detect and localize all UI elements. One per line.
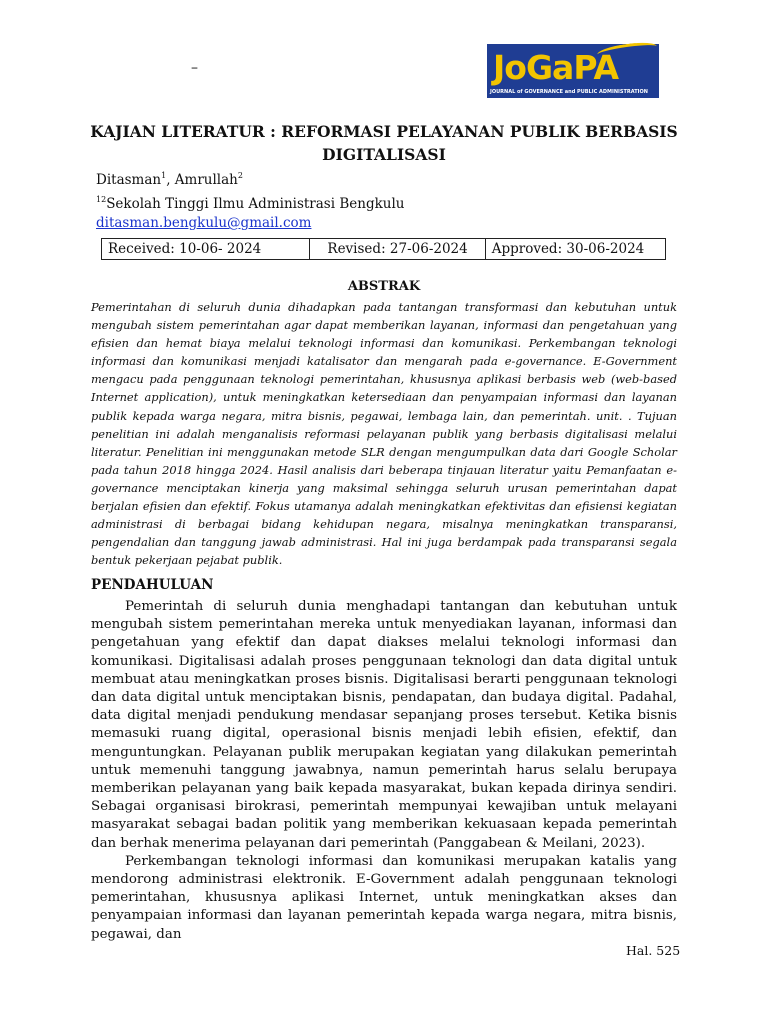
logo-subtitle: JOURNAL of GOVERNANCE and PUBLIC ADMINISTRATION [490,89,648,95]
page-number: Hal. 525 [626,943,681,958]
article-title [60,120,708,166]
received-date: Received: 10-06- 2024 [102,239,310,260]
section-heading: PENDAHULUAN [91,577,214,593]
submission-dates-table [101,238,666,260]
body-text [91,598,677,944]
author-affiliation: $^{12}$Sekolah Tinggi Ilmu Administrasi Bengkulu [96,195,405,212]
title-line-2: DIGITALISASI [322,145,446,164]
header-dash: – [191,60,198,76]
paragraph-1: Pemerintah di seluruh dunia menghadapi tantangan dan kebutuhan untuk mengubah sistem pemerintahan mereka untuk menyediakan layanan, informasi dan pengetahuan yang efektif dan dapat diakses melalui teknologi informasi dan komunikasi. Digitalisasi adalah proses penggunaan teknologi dan data digital untuk membuat atau meningkatkan proses bisnis. Digitalisasi berarti penggunaan teknologi dan data digital untuk menciptakan bisnis, pendapatan, dan budaya digital. Padahal, data digital menjadi pendukung mendasar sepanjang proses tersebut. Ketika bisnis memasuki ruang digital, operasional bisnis menjadi lebih efisien, efektif, dan menguntungkan. Pelayanan publik merupakan kegiatan yang dilakukan pemerintah untuk memenuhi tanggung jawabnya, namun pemerintah harus selalu berupaya memberikan pelayanan yang baik kepada masyarakat, bukan kepada dirinya sendiri. Sebagai organisasi birokrasi, pemerintah mempunyai kewajiban untuk melayani masyarakat sebagai badan politik yang memberikan kekuasaan kepada pemerintah dan berhak menerima pelayanan dari pemerintah (Panggabean & Meilani, 2023). [91,599,677,851]
paragraph-2: Perkembangan teknologi informasi dan komunikasi merupakan katalis yang mendorong administrasi elektronik. E-Government adalah penggunaan teknologi pemerintahan, khususnya aplikasi Internet, untuk meningkatkan akses dan penyampaian informasi dan layanan pemerintah kepada warga negara, mitra bisnis, pegawai, dan [91,853,677,942]
author-names: Ditasman$^1$, Amrullah$^2$ [96,171,243,188]
author-email-link[interactable]: ditasman.bengkulu@gmail.com [96,215,312,231]
revised-date: Revised: 27-06-2024 [310,239,485,260]
logo-wordmark: JoGaPA [493,48,619,87]
approved-date: Approved: 30-06-2024 [485,239,665,260]
title-line-1: KAJIAN LITERATUR : REFORMASI PELAYANAN PUBLIK BERBASIS [90,122,678,141]
author-block [96,166,404,233]
abstract-heading: ABSTRAK [347,279,421,294]
journal-logo [487,44,659,102]
abstract-text: Pemerintahan di seluruh dunia dihadapkan pada tantangan transformasi dan kebutuhan untuk mengubah sistem pemerintahan agar dapat memberikan layanan, informasi dan pengetahuan yang efisien dan hemat biaya melalui teknologi informasi dan komunikasi. Perkembangan teknologi informasi dan komunikasi menjadi katalisator dan mengarah pada e-governance. E-Government mengacu pada penggunaan teknologi pemerintahan, khususnya aplikasi berbasis web (web-based Internet application), untuk meningkatkan ketersediaan dan penyampaian informasi dan layanan publik kepada warga negara, mitra bisnis, pegawai, lembaga lain, dan pemerintah. unit. . Tujuan penelitian ini adalah menganalisis reformasi pelayanan publik yang berbasis digitalisasi melalui literatur. Penelitian ini menggunakan metode SLR dengan mengumpulkan data dari Google Scholar pada tahun 2018 hingga 2024. Hasil analisis dari beberapa tinjauan literatur yaitu Pemanfaatan e-governance menciptakan kinerja yang maksimal sehingga seluruh urusan pemerintahan dapat berjalan efisien dan efektif. Fokus utamanya adalah meningkatkan efektivitas dan efisiensi kegiatan administrasi di berbagai bidang kehidupan negara, misalnya meningkatkan transparansi, pengendalian dan tanggung jawab administrasi. Hal ini juga berdampak pada transparansi segala bentuk pekerjaan pejabat publik. [91,300,677,568]
